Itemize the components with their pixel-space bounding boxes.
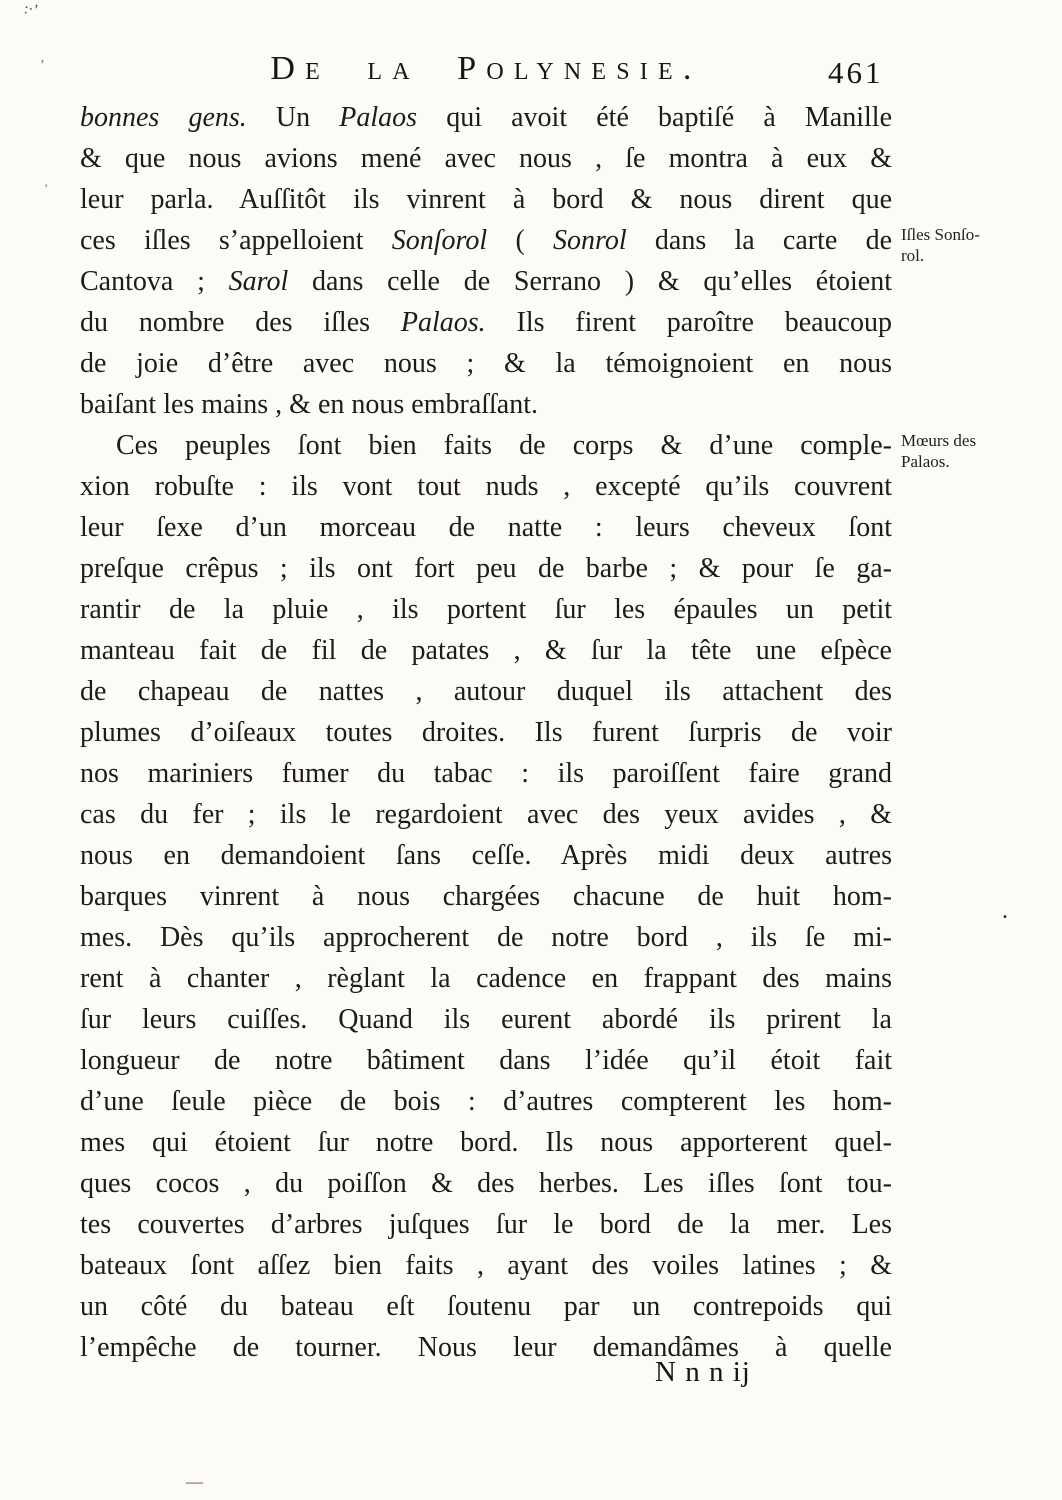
text-segment: un côté du bateau eſt ſoutenu par un contrepoids qui bbox=[80, 1291, 892, 1322]
text-segment: cas du fer ; ils le regardoient avec des yeux avides , & bbox=[80, 799, 892, 830]
text-segment: tes couvertes d’arbres juſques ſur le bord de la mer. Les bbox=[80, 1209, 892, 1240]
text-segment: barques vinrent à nous chargées chacune de huit hom- bbox=[80, 881, 892, 912]
text-line bbox=[80, 343, 892, 384]
italic-text-segment: Sarol bbox=[228, 266, 289, 297]
text-segment: preſque crêpus ; ils ont fort peu de barbe ; & pour ſe ga- bbox=[80, 553, 892, 584]
text-line bbox=[80, 384, 892, 425]
text-segment: manteau fait de fil de patates , & ſur la tête une eſpèce bbox=[80, 635, 892, 666]
text-line bbox=[80, 712, 892, 753]
text-segment: & que nous avions mené avec nous , ſe montra à eux & bbox=[80, 143, 892, 174]
text-segment: Ces peuples ſont bien faits de corps & d’une comple- bbox=[116, 430, 892, 461]
text-segment: rent à chanter , règlant la cadence en frappant des mains bbox=[80, 963, 892, 994]
text-line bbox=[80, 1245, 892, 1286]
text-segment: de chapeau de nattes , autour duquel ils attachent des bbox=[80, 676, 892, 707]
margin-note-line: Palaos. bbox=[901, 452, 950, 471]
text-segment: longueur de notre bâtiment dans l’idée qu’il étoit fait bbox=[80, 1045, 892, 1076]
text-segment: ces iſles s’appelloient bbox=[80, 225, 392, 256]
text-segment: dans la carte de bbox=[626, 225, 892, 256]
text-segment: leur ſexe d’un morceau de natte : leurs cheveux ſont bbox=[80, 512, 892, 543]
margin-note-isles-sonsorol bbox=[901, 224, 1056, 266]
text-line bbox=[80, 589, 892, 630]
text-line bbox=[80, 302, 892, 343]
text-segment: mes. Dès qu’ils approcherent de notre bord , ils ſe mi- bbox=[80, 922, 892, 953]
text-line bbox=[80, 753, 892, 794]
text-line bbox=[80, 876, 892, 917]
text-line bbox=[80, 630, 892, 671]
text-line bbox=[80, 835, 892, 876]
text-line bbox=[80, 1327, 892, 1368]
italic-text-segment: Palaos. bbox=[400, 307, 486, 338]
text-line bbox=[80, 1122, 892, 1163]
text-line bbox=[80, 1286, 892, 1327]
text-segment: Ils firent paroître beaucoup bbox=[485, 307, 892, 338]
text-segment: l’empêche de tourner. Nous leur demandâmes à quelle bbox=[80, 1332, 892, 1363]
text-segment: baiſant les mains , & en nous embraſſant. bbox=[80, 389, 539, 420]
text-line bbox=[80, 466, 892, 507]
scan-artifact-left-2: ‚ bbox=[44, 174, 49, 189]
italic-text-segment: Sonſorol bbox=[391, 225, 488, 256]
text-segment: ( bbox=[487, 225, 554, 256]
running-title: De la Polynesie. bbox=[270, 50, 702, 87]
text-segment: nous en demandoient ſans ceſſe. Après midi deux autres bbox=[80, 840, 892, 871]
text-segment: Cantova ; bbox=[80, 266, 229, 297]
text-segment: qui avoit été baptiſé à Manille bbox=[417, 102, 892, 133]
italic-text-segment: Palaos bbox=[339, 102, 418, 133]
text-line bbox=[80, 671, 892, 712]
text-line bbox=[80, 1163, 892, 1204]
text-line bbox=[80, 958, 892, 999]
text-segment: du nombre des iſles bbox=[80, 307, 401, 338]
text-segment: ques cocos , du poiſſon & des herbes. Les iſles ſont tou- bbox=[80, 1168, 892, 1199]
page-number: 461 bbox=[828, 55, 884, 90]
text-line bbox=[80, 138, 892, 179]
italic-text-segment: Sonrol bbox=[553, 225, 627, 256]
scan-artifact-margin-dot: . bbox=[1002, 898, 1008, 924]
text-line bbox=[80, 1081, 892, 1122]
text-line bbox=[80, 548, 892, 589]
text-line bbox=[80, 220, 892, 261]
italic-text-segment: bonnes gens. bbox=[80, 102, 247, 133]
text-segment: nos mariniers fumer du tabac : ils paroiſſent faire grand bbox=[80, 758, 892, 789]
text-segment: ſur leurs cuiſſes. Quand ils eurent abordé ils prirent la bbox=[80, 1004, 892, 1035]
text-segment: Un bbox=[246, 102, 340, 133]
margin-note-line: Iſles Sonſo- bbox=[901, 225, 980, 244]
text-segment: dans celle de Serrano ) & qu’elles étoient bbox=[288, 266, 892, 297]
margin-note-moeurs-palaos bbox=[901, 430, 1056, 472]
text-line bbox=[80, 794, 892, 835]
text-line bbox=[80, 917, 892, 958]
text-segment: mes qui étoient ſur notre bord. Ils nous apporterent quel- bbox=[80, 1127, 892, 1158]
text-segment: de joie d’être avec nous ; & la témoignoient en nous bbox=[80, 348, 892, 379]
text-segment: bateaux ſont aſſez bien faits , ayant des voiles latines ; & bbox=[80, 1250, 892, 1281]
text-segment: leur parla. Auſſitôt ils vinrent à bord & nous dirent que bbox=[80, 184, 892, 215]
text-line bbox=[80, 1204, 892, 1245]
margin-note-line: rol. bbox=[901, 246, 925, 265]
text-line bbox=[80, 1040, 892, 1081]
text-segment: xion robuſte : ils vont tout nuds , excepté qu’ils couvrent bbox=[80, 471, 892, 502]
text-segment: plumes d’oiſeaux toutes droites. Ils furent ſurpris de voir bbox=[80, 717, 892, 748]
text-line bbox=[80, 179, 892, 220]
text-line bbox=[80, 97, 892, 138]
text-line bbox=[80, 507, 892, 548]
body-text bbox=[80, 97, 892, 1368]
catchword: N n n ij bbox=[655, 1356, 751, 1388]
text-segment: rantir de la pluie , ils portent ſur les épaules un petit bbox=[80, 594, 892, 625]
scan-artifact-left-1: ’ bbox=[40, 58, 45, 73]
scan-artifact-bottom-dash: — bbox=[186, 1472, 203, 1491]
text-line bbox=[80, 425, 892, 466]
scan-artifact-corner: :·ʼ bbox=[23, 1, 40, 19]
text-line bbox=[80, 261, 892, 302]
margin-note-line: Mœurs des bbox=[901, 431, 977, 450]
text-line bbox=[80, 999, 892, 1040]
text-segment: d’une ſeule pièce de bois : d’autres compterent les hom- bbox=[80, 1086, 892, 1117]
